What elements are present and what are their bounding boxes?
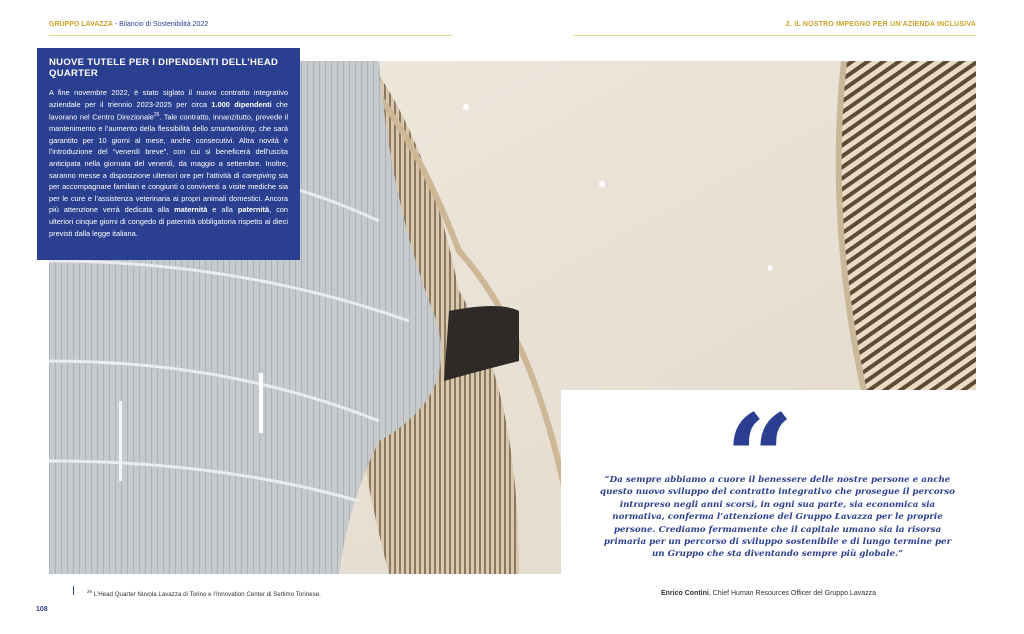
- info-box-title: NUOVE TUTELE PER I DIPENDENTI DELL’HEAD QUARTER: [49, 57, 279, 79]
- running-header: [49, 21, 208, 28]
- page-number: 108: [36, 606, 48, 613]
- footnote-ref: 26: [153, 112, 160, 119]
- footnote-rule: [73, 586, 74, 595]
- info-box-body: A fine novembre 2022, è stato siglato il nuovo contratto integrativo aziendale per il triennio 2023-2025 per circa 1.000 dipendenti che lavorano nel Centro Direzionale$^{26}$. Tale contratto, innanzitutto, prevede il mantenimento e l’aumento della flessibilità dello smartworking, che sarà garantito per 10 giorni al mese, anche consecutivi. Altra novità è l’introduzione del “venerdì breve”, con cui si beneficerà dell’uscita anticipata nella giornata del venerdì, da maggio a settembre. Inoltre, saranno messe a disposizione ulteriori ore per l’attività di caregiving sia per accompagnare familiari e congiunti o conviventi a visite mediche sia per le cure e l’assistenza veterinaria ai propri animali domestici. Ancora più attenzione verrà dedicata alla maternità e alla paternità, con ulteriori cinque giorni di congedo di paternità obbligatoria rispetto ai dieci previsti dalla legge italiana.: [49, 88, 289, 238]
- footnote-number: 26: [87, 589, 93, 594]
- section-title: 2. IL NOSTRO IMPEGNO PER UN’AZIENDA INCLUSIVA: [785, 21, 976, 28]
- quote-text: “Da sempre abbiamo a cuore il benessere delle nostre persone e anche questo nuovo sviluppo del contratto integrativo che prosegue il percorso intrapreso negli anni scorsi, in ogni sua parte, sia economica sia normativa, conferma l’attenzione del Gruppo Lavazza per le proprie persone. Crediamo fermamente che il capitale umano sia la risorsa primaria per un percorso di sviluppo sostenibile e di lungo termine per un Gruppo che sta diventando sempre più globale.”: [600, 475, 955, 560]
- header-brand: GRUPPO LAVAZZA: [49, 21, 113, 28]
- footnote-text: L’Head Quarter Nuvola Lavazza di Torino e l’Innovation Center di Settimo Torinese.: [92, 591, 321, 599]
- info-box-nuove-tutele: [37, 48, 300, 260]
- author-name: Enrico Contini: [660, 590, 709, 597]
- footnote: [87, 589, 321, 598]
- author-role: , Chief Human Resources Officer del Gruppo Lavazza: [708, 590, 877, 597]
- header-rule-left: [49, 35, 452, 36]
- header-rule-right: [573, 35, 976, 36]
- header-subtitle: - Bilancio di Sostenibilità 2022: [112, 21, 209, 28]
- quote-mark-icon: “: [725, 388, 795, 529]
- quote-author: [561, 590, 976, 597]
